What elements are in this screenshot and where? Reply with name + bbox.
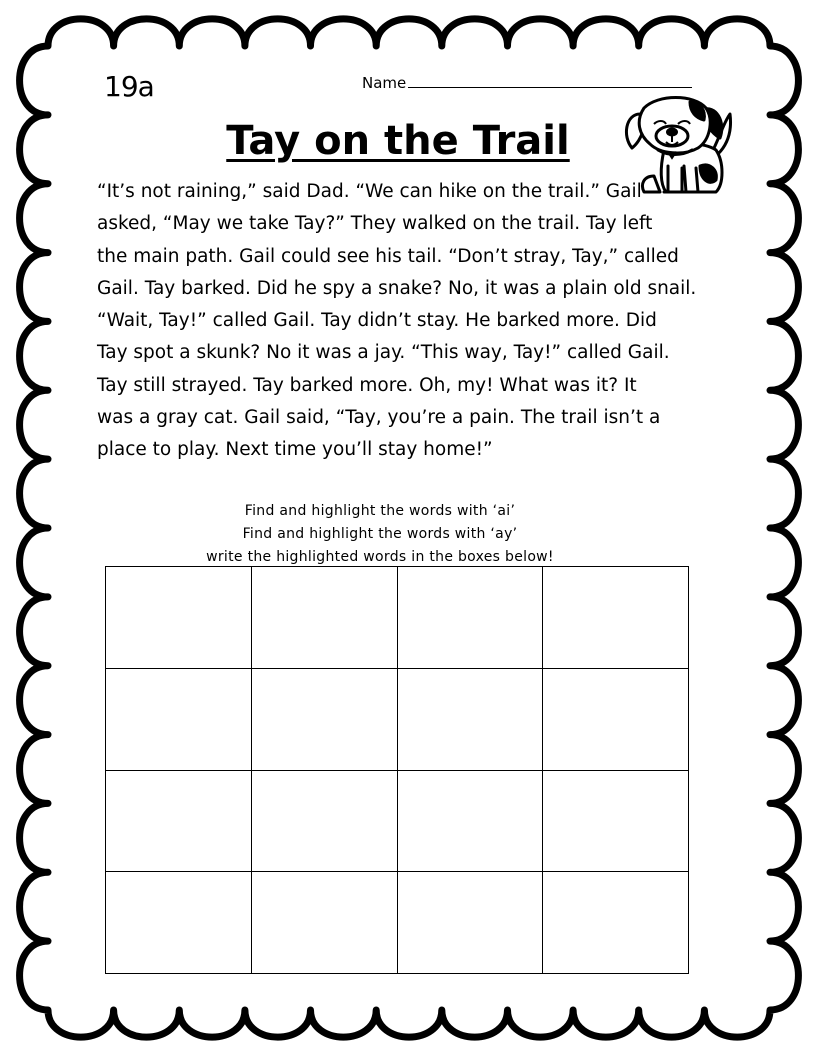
- story-passage: [97, 176, 697, 467]
- answer-grid-row: [106, 668, 689, 770]
- story-line: “It’s not raining,” said Dad. “We can hike on the trail.” Gail: [97, 181, 642, 202]
- answer-box[interactable]: [397, 770, 543, 872]
- story-line: Gail. Tay barked. Did he spy a snake? No, it was a plain old snail.: [97, 277, 697, 299]
- name-label: Name: [362, 74, 407, 92]
- story-line: place to play. Next time you’ll stay home!”: [97, 439, 493, 461]
- story-line: asked, “May we take Tay?” They walked on the trail. Tay left: [97, 213, 653, 235]
- name-field[interactable]: [362, 74, 692, 92]
- story-line: the main path. Gail could see his tail. “Don’t stray, Tay,” called: [97, 245, 679, 267]
- answer-box[interactable]: [251, 567, 397, 669]
- story-line: Tay still strayed. Tay barked more. Oh, my! What was it? It: [97, 374, 637, 396]
- page-title: Tay on the Trail: [226, 118, 570, 164]
- instruction-ay: Find and highlight the words with ‘ay’: [242, 526, 518, 542]
- answer-box[interactable]: [251, 668, 397, 770]
- answer-box[interactable]: [251, 872, 397, 974]
- answer-grid-row: [106, 770, 689, 872]
- answer-box[interactable]: [543, 668, 689, 770]
- answer-box[interactable]: [106, 668, 252, 770]
- page-number: 19a: [104, 70, 154, 103]
- answer-box[interactable]: [397, 872, 543, 974]
- answer-grid-row: [106, 567, 689, 669]
- answer-box[interactable]: [106, 770, 252, 872]
- answer-box[interactable]: [397, 668, 543, 770]
- name-blank-line[interactable]: [408, 75, 692, 88]
- answer-box[interactable]: [106, 872, 252, 974]
- answer-box[interactable]: [543, 770, 689, 872]
- answer-grid-row: [106, 872, 689, 974]
- story-line: Tay spot a skunk? No it was a jay. “This way, Tay!” called Gail.: [97, 342, 670, 364]
- answer-box[interactable]: [543, 567, 689, 669]
- instructions: [0, 500, 760, 569]
- instruction-write: write the highlighted words in the boxes below!: [206, 549, 554, 565]
- story-line: “Wait, Tay!” called Gail. Tay didn’t stay. He barked more. Did: [97, 310, 657, 332]
- answer-box[interactable]: [397, 567, 543, 669]
- instruction-ai: Find and highlight the words with ‘ai’: [244, 503, 516, 519]
- answer-grid: [105, 566, 689, 974]
- answer-box[interactable]: [106, 567, 252, 669]
- answer-box[interactable]: [251, 770, 397, 872]
- answer-box[interactable]: [543, 872, 689, 974]
- story-line: was a gray cat. Gail said, “Tay, you’re a pain. The trail isn’t a: [97, 407, 661, 429]
